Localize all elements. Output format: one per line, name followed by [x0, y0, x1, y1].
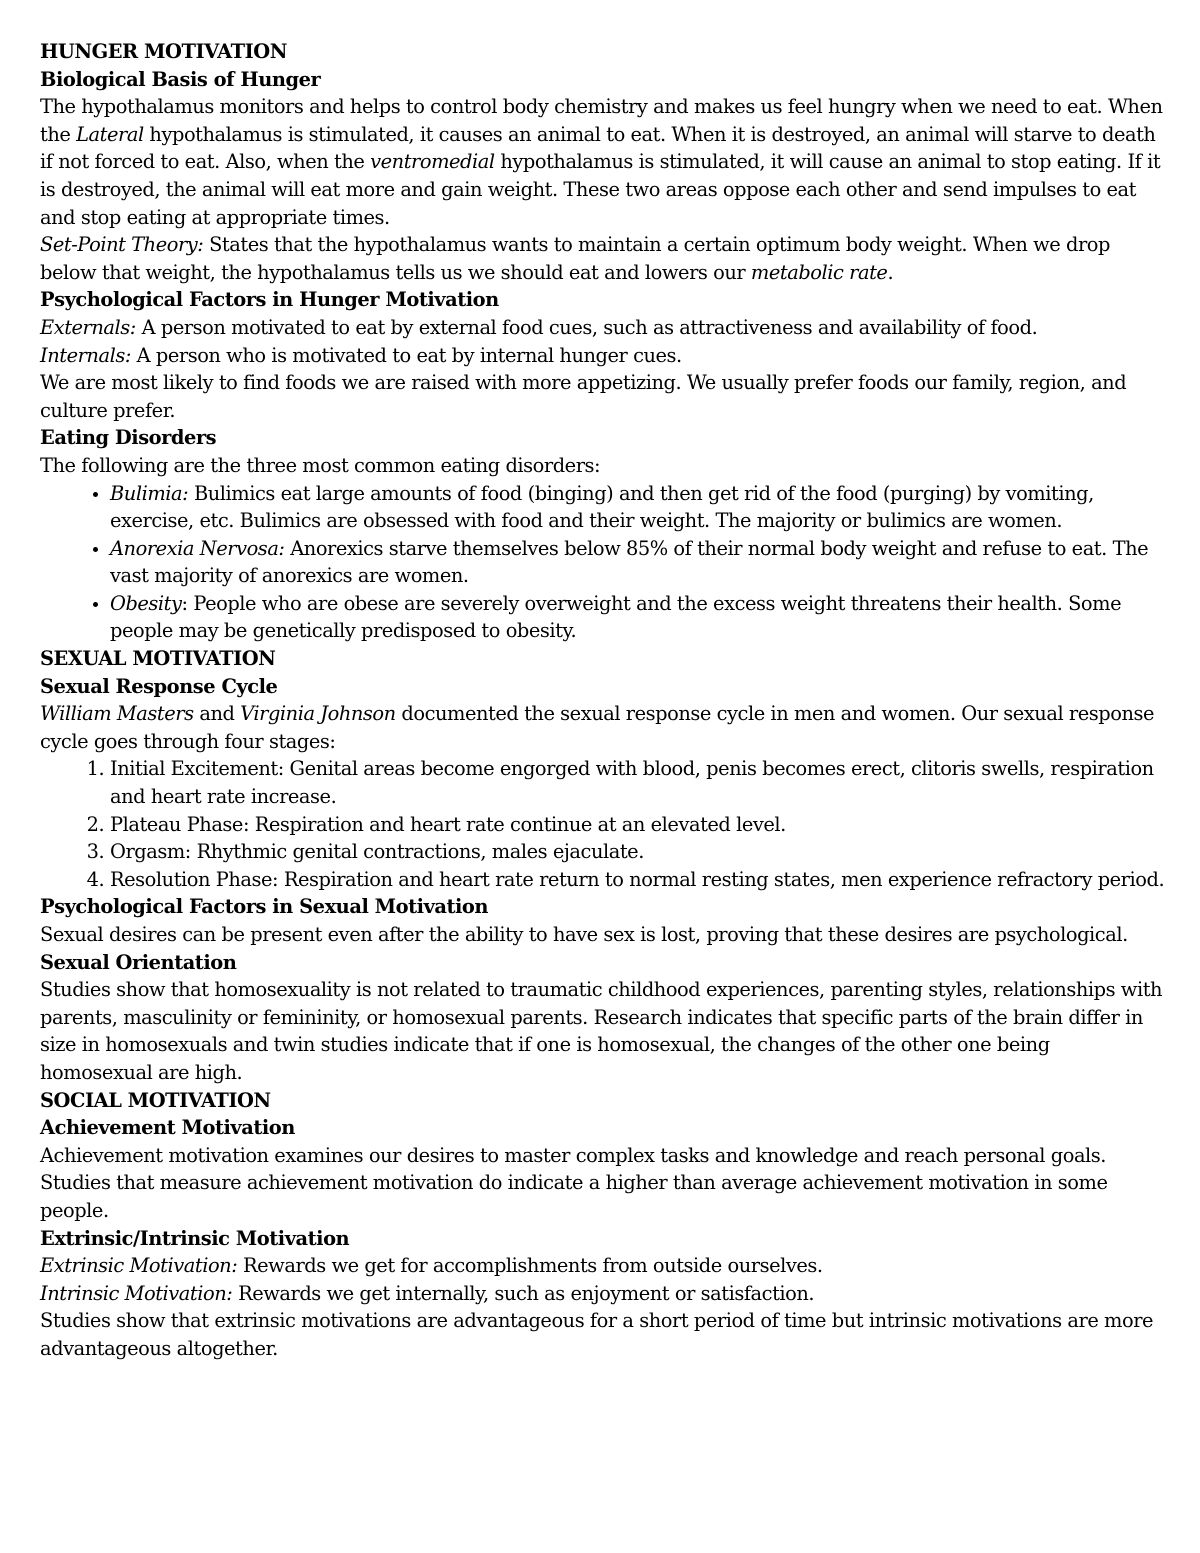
heading-sexual-motivation: SEXUAL MOTIVATION: [40, 647, 276, 671]
heading-hunger-motivation: HUNGER MOTIVATION: [40, 40, 288, 63]
text-run: hypothalamus is stimulated, it will cause an animal to stop eating. If it is destroyed, the animal will eat more and gain weight. These two areas oppose each other and send impulses to eat and stop eating at appropriate times.: [40, 150, 1161, 229]
paragraph-set-point: [40, 231, 1165, 286]
paragraph-extrinsic: [40, 1252, 1165, 1280]
document-page: [40, 38, 1165, 1363]
eating-disorders-list: [40, 480, 1165, 646]
paragraph-achievement: Achievement motivation examines our desires to master complex tasks and knowledge and reach personal goals. Studies that measure achievement motivation do indicate a higher than average achievement motivation in some people.: [40, 1143, 1108, 1222]
heading-social-motivation: SOCIAL MOTIVATION: [40, 1088, 271, 1112]
italic-term-ventromedial: ventromedial: [370, 150, 495, 174]
paragraph-sexual-orientation: Studies show that homosexuality is not related to traumatic childhood experiences, parenting styles, relationships with parents, masculinity or femininity, or homosexual parents. Research indicates that specific parts of the brain differ in size in homosexuals and twin studies indicate that if one is homosexual, the changes of the other one being homosexual are high.: [40, 978, 1163, 1084]
italic-term: Obesity: [110, 591, 182, 615]
subheading-biological-basis: Biological Basis of Hunger: [40, 67, 321, 91]
list-item-stage: 2. Plateau Phase: Respiration and heart rate continue at an elevated level.: [110, 811, 1165, 839]
paragraph-intrinsic: [40, 1280, 1165, 1308]
list-item-stage: 4. Resolution Phase: Respiration and heart rate return to normal resting states, men experience refractory period.: [110, 866, 1165, 894]
text-run: Anorexics starve themselves below 85% of their normal body weight and refuse to eat. The vast majority of anorexics are women.: [110, 536, 1149, 588]
text-run: Rewards we get for accomplishments from outside ourselves.: [237, 1254, 823, 1278]
paragraph-food-preferences: We are most likely to find foods we are raised with more appetizing. We usually prefer foods our family, region, and culture prefer.: [40, 371, 1127, 422]
text-run: hypothalamus is stimulated, it causes an animal to eat. When it is destroyed, an animal will starve to death if not forced to eat. Also, when the: [40, 122, 1156, 174]
text-run: documented the sexual response cycle in men and women. Our sexual response cycle goes through four stages:: [40, 702, 1155, 753]
paragraph-externals: [40, 314, 1165, 342]
paragraph-hypothalamus: [40, 93, 1165, 231]
italic-term-lateral: Lateral: [76, 122, 144, 146]
text-run: Rewards we get internally, such as enjoyment or satisfaction.: [232, 1281, 815, 1305]
subheading-sexual-response-cycle: Sexual Response Cycle: [40, 674, 278, 698]
subheading-extrinsic-intrinsic: Extrinsic/Intrinsic Motivation: [40, 1226, 350, 1250]
list-item-anorexia: [110, 535, 1165, 590]
list-item-obesity: [110, 590, 1165, 645]
paragraph-eating-intro: The following are the three most common eating disorders:: [40, 453, 601, 477]
italic-name-masters: William Masters: [40, 702, 194, 726]
italic-name-johnson: Virginia Johnson: [240, 702, 396, 726]
text-run: and: [193, 702, 241, 726]
text-run: States that the hypothalamus wants to maintain a certain optimum body weight. When we drop below that weight, the hypothalamus tells us we should eat and lowers our: [40, 233, 1110, 284]
list-item-bulimia: [110, 480, 1165, 535]
italic-term-externals: Externals:: [40, 315, 136, 339]
subheading-psych-sexual: Psychological Factors in Sexual Motivation: [40, 895, 489, 919]
list-item-stage: 3. Orgasm: Rhythmic genital contractions, males ejaculate.: [110, 838, 1165, 866]
italic-term-extrinsic: Extrinsic Motivation:: [40, 1254, 238, 1278]
italic-term: Bulimia:: [110, 481, 189, 505]
paragraph-masters-johnson: [40, 700, 1165, 755]
italic-term-intrinsic: Intrinsic Motivation:: [40, 1281, 233, 1305]
subheading-achievement: Achievement Motivation: [40, 1116, 295, 1140]
italic-term: Anorexia Nervosa:: [110, 536, 285, 560]
subheading-sexual-orientation: Sexual Orientation: [40, 950, 237, 974]
italic-term-set-point: Set-Point Theory:: [40, 233, 204, 257]
text-run: : People who are obese are severely overweight and the excess weight threatens their health. Some people may be genetically predisposed to obesity.: [110, 591, 1122, 643]
text-run: The hypothalamus monitors and helps to control body chemistry and makes us feel hungry when we need to eat. When the: [40, 95, 1163, 146]
text-run: A person motivated to eat by external food cues, such as attractiveness and availability of food.: [135, 315, 1038, 339]
italic-term-metabolic-rate: metabolic rate: [750, 260, 888, 284]
text-run: .: [887, 260, 894, 284]
response-stages-list: [40, 755, 1165, 893]
italic-term-internals: Internals:: [40, 343, 131, 367]
paragraph-internals: [40, 342, 1165, 370]
text-run: A person who is motivated to eat by internal hunger cues.: [130, 343, 682, 367]
subheading-eating-disorders: Eating Disorders: [40, 426, 217, 450]
paragraph-studies: Studies show that extrinsic motivations are advantageous for a short period of time but intrinsic motivations are more advantageous altogether.: [40, 1309, 1154, 1360]
text-run: Bulimics eat large amounts of food (binging) and then get rid of the food (purging) by vomiting, exercise, etc. Bulimics are obsessed with food and their weight. The majority or bulimics are women.: [110, 481, 1094, 533]
list-item-stage: 1. Initial Excitement: Genital areas become engorged with blood, penis becomes erect, clitoris swells, respiration and heart rate increase.: [110, 755, 1165, 810]
paragraph-psych-sexual: Sexual desires can be present even after the ability to have sex is lost, proving that these desires are psychological.: [40, 923, 1128, 946]
subheading-psych-hunger: Psychological Factors in Hunger Motivation: [40, 288, 499, 312]
